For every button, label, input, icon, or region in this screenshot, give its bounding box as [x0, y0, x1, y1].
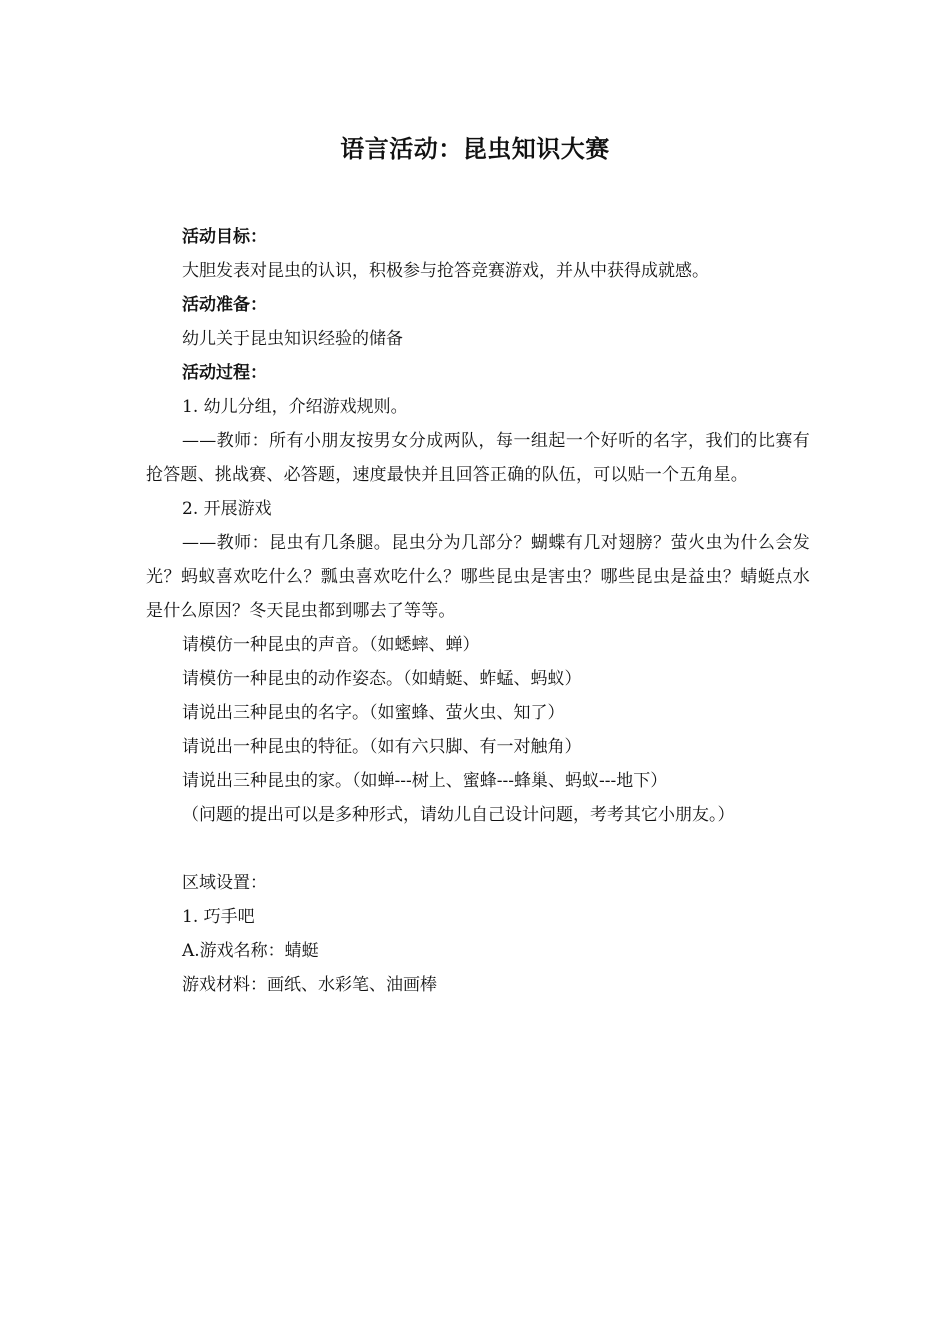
question-2: 请模仿一种昆虫的动作姿态。（如蜻蜓、蚱蜢、蚂蚁） [182, 669, 582, 689]
step-1: 1. 幼儿分组，介绍游戏规则。 [182, 397, 408, 417]
question-1: 请模仿一种昆虫的声音。（如蟋蟀、蝉） [182, 635, 480, 655]
area-item-1: 1. 巧手吧 [182, 907, 255, 927]
question-5: 请说出三种昆虫的家。（如蝉---树上、蜜蜂---蜂巢、蚂蚁---地下） [182, 771, 668, 791]
step-2: 2. 开展游戏 [182, 499, 272, 519]
area-heading: 区域设置： [182, 873, 267, 893]
area-item-1-material: 游戏材料：画纸、水彩笔、油画棒 [182, 975, 437, 995]
question-3: 请说出三种昆虫的名字。（如蜜蜂、萤火虫、知了） [182, 703, 565, 723]
questions-note: （问题的提出可以是多种形式，请幼儿自己设计问题，考考其它小朋友。） [182, 805, 735, 825]
process-heading: 活动过程： [182, 363, 267, 383]
document-title: 语言活动：昆虫知识大赛 [340, 135, 610, 163]
goal-text: 大胆发表对昆虫的认识，积极参与抢答竞赛游戏，并从中获得成就感。 [182, 261, 709, 281]
document-body [146, 220, 810, 1002]
question-4: 请说出一种昆虫的特征。（如有六只脚、有一对触角） [182, 737, 582, 757]
paragraph-gap [146, 832, 810, 866]
step-1-detail: ——教师：所有小朋友按男女分成两队，每一组起一个好听的名字，我们的比赛有抢答题、挑战赛、必答题，速度最快并且回答正确的队伍，可以贴一个五角星。 [146, 431, 810, 485]
prep-heading: 活动准备： [182, 295, 267, 315]
step-2-detail: ——教师：昆虫有几条腿。昆虫分为几部分？蝴蝶有几对翅膀？萤火虫为什么会发光？蚂蚁喜欢吃什么？瓢虫喜欢吃什么？哪些昆虫是害虫？哪些昆虫是益虫？蜻蜓点水是什么原因？冬天昆虫都到哪去了等等。 [146, 533, 810, 621]
prep-text: 幼儿关于昆虫知识经验的储备 [182, 329, 403, 349]
goal-heading: 活动目标： [182, 227, 267, 247]
area-item-1-game: A.游戏名称：蜻蜓 [182, 941, 319, 961]
